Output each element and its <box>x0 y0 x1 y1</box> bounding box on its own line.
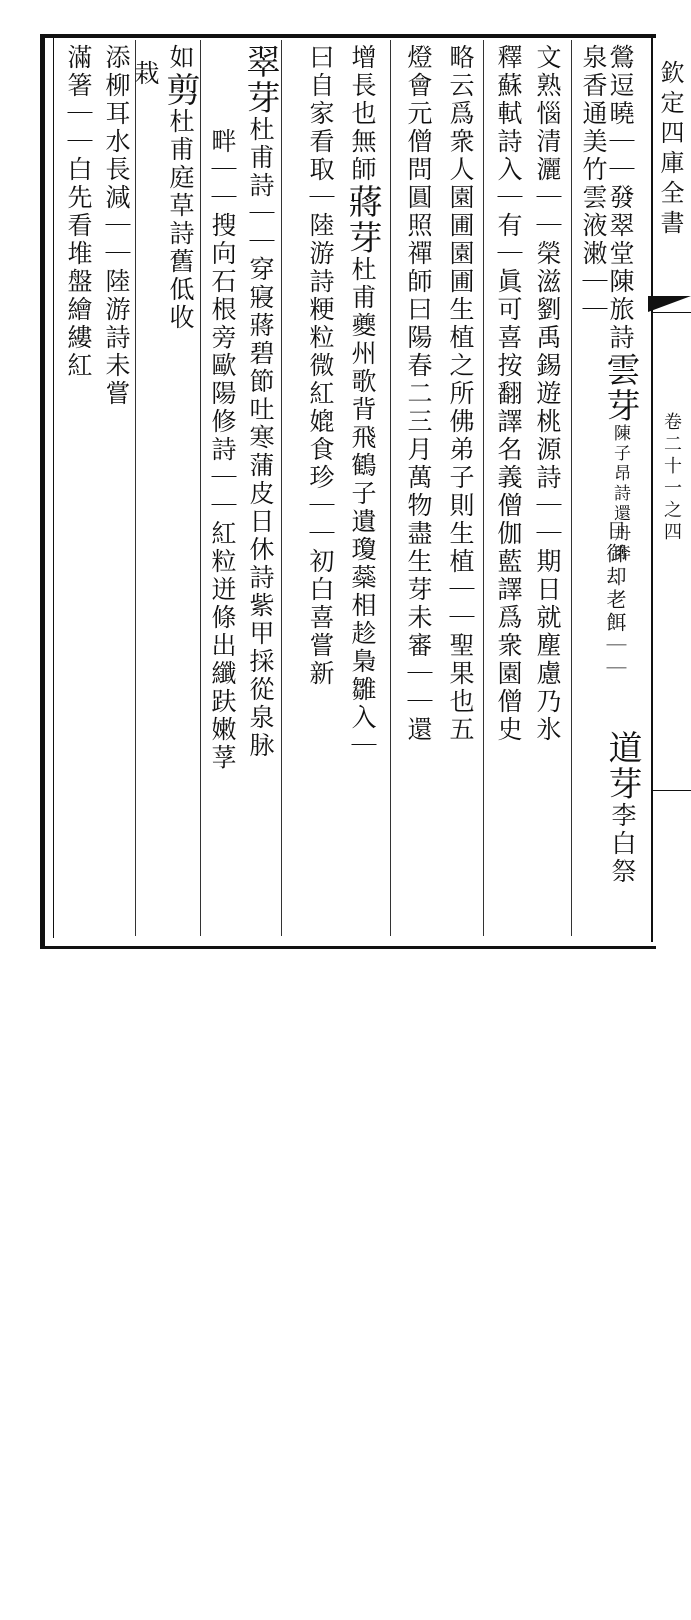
text-column: 曰自家看取｜陸游詩粳粒微紅媲食珍｜｜初白喜嘗新 <box>306 44 335 688</box>
margin-divider <box>651 790 691 791</box>
text-column: 泉香通美竹雲液潄｜｜ <box>579 44 608 324</box>
text-column: 鶯逗曉｜｜發翠堂陳旅詩雲芽陳子昂詩還丹奔 <box>600 44 640 564</box>
margin-divider <box>651 312 691 313</box>
margin-book-title: 欽定四庫全書 <box>656 60 684 240</box>
text-column: 增長也無師蔣芽杜甫夔州歌背飛鶴子遺瓊蘂相趁梟雛入｜ <box>342 44 382 760</box>
text-column: 略云爲衆人園圃園圃生植之所佛弟子則生植｜｜聖果也五 <box>446 44 475 744</box>
text-column: 滿箸｜｜白先看堆盤繪縷紅 <box>64 44 93 380</box>
column-rule <box>200 40 201 936</box>
text-column: 如剪杜甫庭草詩舊低收 <box>160 44 200 332</box>
column-rule <box>390 40 391 936</box>
text-column: 翠芽杜甫詩｜｜穿寢蔣碧節吐寒蒲皮日休詩紫甲採從泉脉 <box>240 44 280 760</box>
column-rule <box>483 40 484 936</box>
text-column: 文熟惱清灑｜｜榮滋劉禹錫遊桃源詩｜｜期日就塵慮乃氷 <box>533 44 562 744</box>
text-column: 日御却老餌｜｜ <box>603 520 627 681</box>
column-rule <box>281 40 282 936</box>
fish-tail-mark <box>648 296 691 312</box>
text-column: 添柳耳水長減｜｜陸游詩未嘗 <box>102 44 131 408</box>
text-column: 燈會元僧問圓照禪師曰陽春二三月萬物盡生芽未審｜｜還 <box>404 44 433 744</box>
margin-volume-label: 卷二十一之四 <box>661 412 682 544</box>
column-rule <box>571 40 572 936</box>
text-column: 釋蘇軾詩入｜有｜眞可喜按翻譯名義僧伽藍譯爲衆園僧史 <box>494 44 523 744</box>
frame-inner-line <box>53 38 54 938</box>
text-column: 畔｜｜搜向石根旁歐陽修詩｜｜紅粒迸條出纖趺嫩莩 <box>208 128 237 772</box>
text-column: 道芽李白祭 <box>602 730 642 886</box>
text-column: 栽 <box>131 60 160 88</box>
